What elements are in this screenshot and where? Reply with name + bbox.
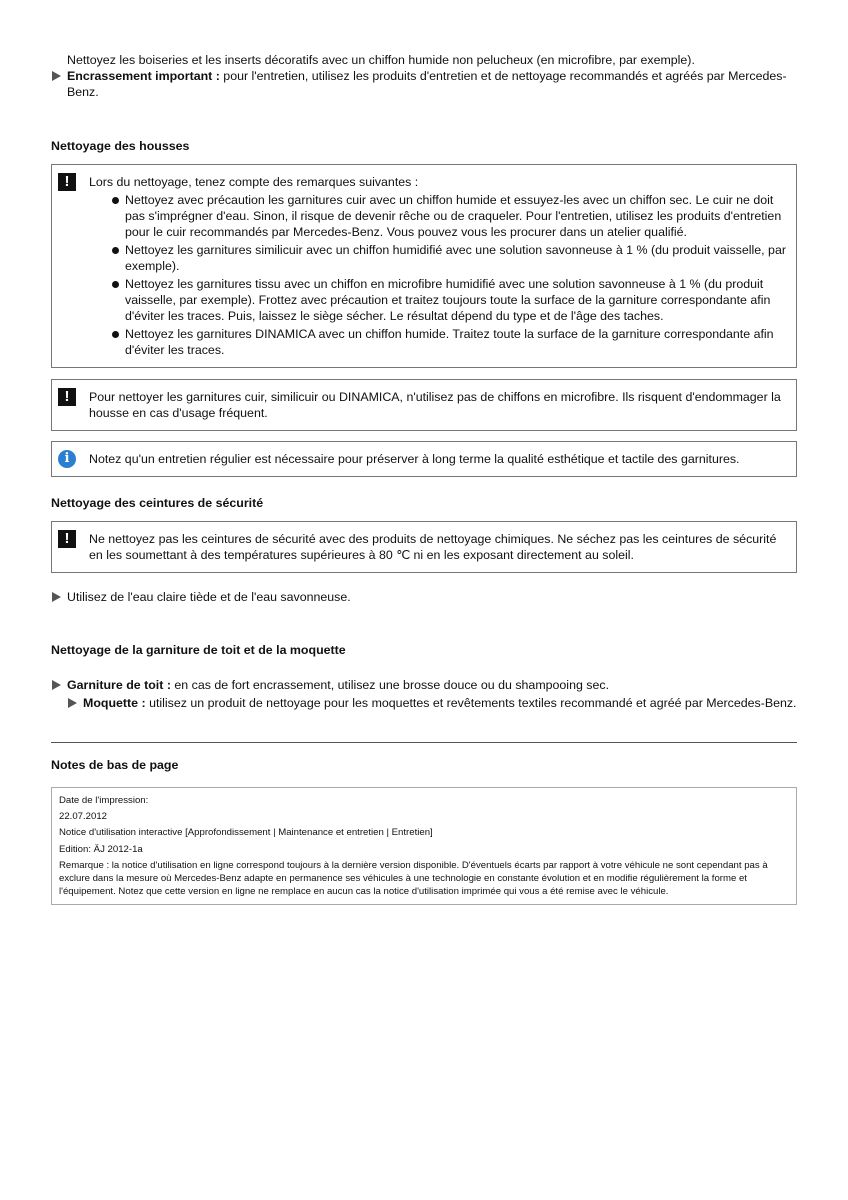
list-item: Nettoyez les garnitures tissu avec un chiffon en microfibre humidifié avec une solution savonneuse à 1 % (du produit vaisselle, par exemple). Frottez avec précaution et traitez toujours toute la surface de la garniture correspondante afin d'éviter les traces. Puis, laissez le siège sécher. Le résultat dépend du type et de l'âge des taches. — [125, 276, 786, 324]
edition: Edition: ÄJ 2012-1a — [59, 843, 143, 855]
arrow-icon — [52, 71, 61, 81]
intro-line: Nettoyez les boiseries et les inserts décoratifs avec un chiffon humide non pelucheux (en microfibre, par exemple). — [67, 53, 695, 67]
belts-tip — [51, 589, 797, 605]
warning-box-covers — [51, 164, 797, 368]
remark: Remarque : la notice d'utilisation en ligne correspond toujours à la dernière version disponible. D'éventuels écarts par rapport à votre véhicule ne sont cependant pas à exclure dans la mesure où Mercedes-Benz adapte en permanence ses véhicules à une technologie en constante évolution et en modifie régulièrement la forme et l'équipement. Notez que cette version en ligne ne remplace en aucun cas la notice d'utilisation imprimée qui vous a été remise avec le véhicule. — [59, 859, 768, 898]
list-item: Nettoyez les garnitures similicuir avec un chiffon humidifié avec une solution savonneuse à 1 % (du produit vaisselle, par exemple). — [125, 243, 786, 273]
section-heading-roof: Nettoyage de la garniture de toit et de la moquette — [51, 643, 346, 657]
warning-box-belts — [51, 521, 797, 573]
warning-bullet-list — [89, 192, 786, 358]
print-date-label: Date de l'impression: — [59, 795, 149, 806]
arrow-icon — [52, 680, 61, 690]
info-text: Notez qu'un entretien régulier est nécessaire pour préserver à long terme la qualité esthétique et tactile des garnitures. — [89, 452, 740, 466]
list-item: Nettoyez avec précaution les garnitures cuir avec un chiffon humide et essuyez-les avec un chiffon sec. Le cuir ne doit pas s'imprégner d'eau. Sinon, il risque de devenir rêche ou de craqueler. Pour l'entretien, utilisez les produits d'entretien pour le cuir recommandés par Mercedes-Benz. Vous pouvez vous les procurer dans un atelier qualifié. — [125, 192, 786, 240]
arrow-icon — [52, 592, 61, 602]
warning-icon: ! — [58, 530, 76, 548]
warning-lead: Lors du nettoyage, tenez compte des remarques suivantes : — [89, 175, 419, 189]
list-item: Nettoyez les garnitures DINAMICA avec un chiffon humide. Traitez toute la surface de la garniture correspondante afin d'éviter les traces. — [125, 326, 786, 358]
warning-text: Ne nettoyez pas les ceintures de sécurité avec des produits de nettoyage chimiques. Ne séchez pas les ceintures de sécurité en les soumettant à des températures supérieures à 80 ℃ ni en les exposant directement au soleil. — [89, 532, 777, 562]
tip-text: utilisez un produit de nettoyage pour les moquettes et revêtements textiles recommandé et agréé par Mercedes-Benz. — [145, 696, 797, 710]
tip-bold: Encrassement important : — [67, 69, 220, 83]
info-icon: i — [58, 450, 76, 468]
section-heading-belts: Nettoyage des ceintures de sécurité — [51, 496, 264, 510]
footnotes-heading: Notes de bas de page — [51, 758, 179, 772]
document-page — [51, 52, 797, 905]
tip-text: Utilisez de l'eau claire tiède et de l'eau savonneuse. — [67, 590, 351, 604]
warning-box-microfibre — [51, 379, 797, 431]
intro-tip — [51, 68, 797, 100]
warning-icon: ! — [58, 173, 76, 191]
manual-reference: Notice d'utilisation interactive [Approfondissement | Maintenance et entretien | Entretien] — [59, 827, 433, 839]
info-box-care — [51, 441, 797, 477]
warning-text: Pour nettoyer les garnitures cuir, similicuir ou DINAMICA, n'utilisez pas de chiffons en microfibre. Ils risquent d'endommager la housse en cas d'usage fréquent. — [89, 390, 781, 420]
warning-icon: ! — [58, 388, 76, 406]
separator-line — [51, 742, 797, 743]
tip-bold: Garniture de toit : — [67, 678, 171, 692]
tip-text: pour l'entretien, utilisez les produits d'entretien et de nettoyage recommandés et agréés par Mercedes-Benz. — [67, 69, 787, 99]
footnotes-box — [51, 787, 797, 905]
section-heading-covers: Nettoyage des housses — [51, 139, 190, 153]
tip-bold: Moquette : — [83, 696, 146, 710]
arrow-icon — [68, 698, 77, 708]
tip-text: en cas de fort encrassement, utilisez une brosse douce ou du shampooing sec. — [170, 678, 610, 692]
carpet-tip — [51, 695, 797, 711]
roof-tip — [51, 677, 797, 693]
print-date: 22.07.2012 — [59, 811, 108, 823]
